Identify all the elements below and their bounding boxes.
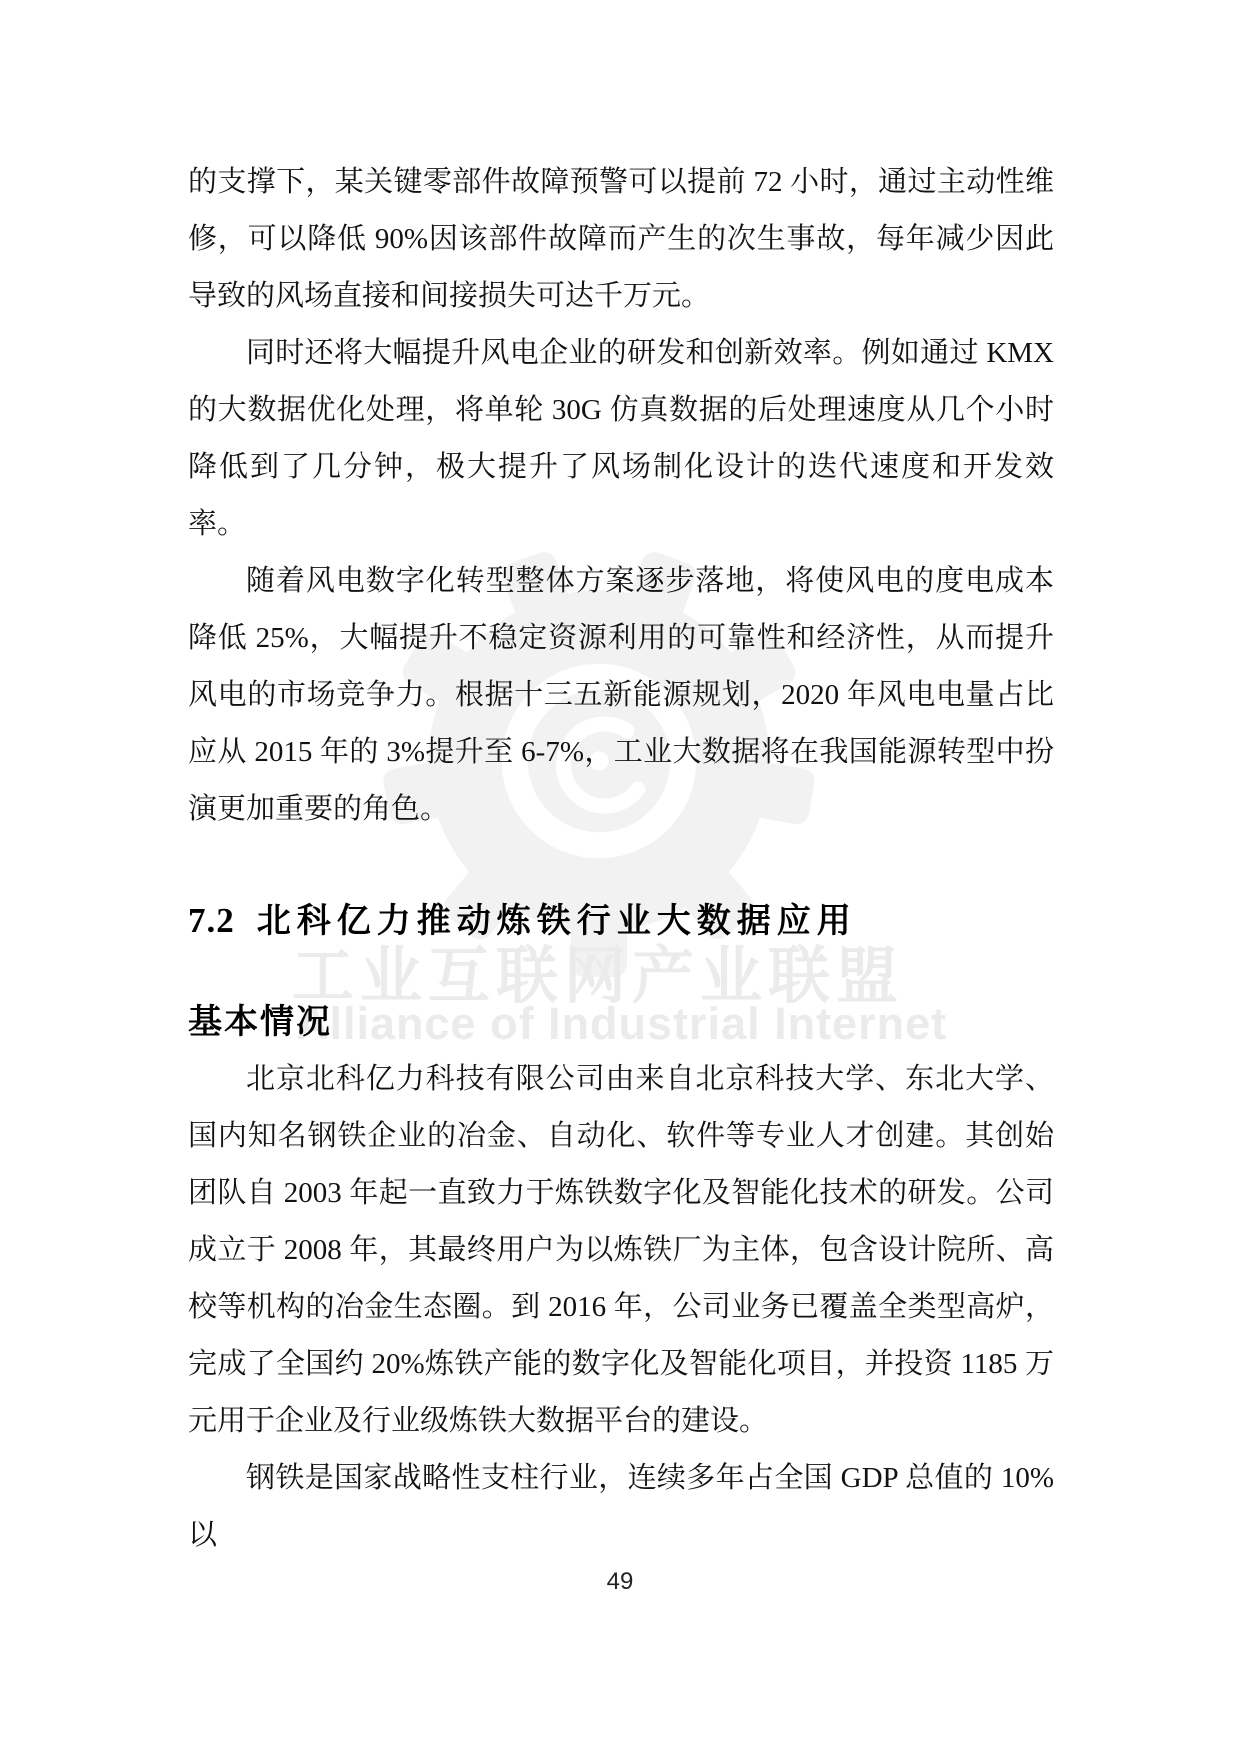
- watermark-text-cn: 工业互联网产业联盟: [292, 942, 905, 1011]
- body-text-lower: [188, 1051, 1054, 1564]
- paragraph-continuation: 的支撑下，某关键零部件故障预警可以提前 72 小时，通过主动性维修，可以降低 90%因该部件故障而产生的次生事故，每年减少因此导致的风场直接和间接损失可达千万元。: [188, 166, 1054, 312]
- body-text-upper: [188, 154, 1054, 838]
- watermark-text-en: Alliance of Industrial Internet: [296, 998, 948, 1049]
- section-number: 7.2: [188, 901, 235, 940]
- paragraph: 随着风电数字化转型整体方案逐步落地，将使风电的度电成本降低 25%，大幅提升不稳定资源利用的可靠性和经济性，从而提升风电的市场竞争力。根据十三五新能源规划，2020 年风电电量占比应从 2015 年的 3%提升至 6-7%，工业大数据将在我国能源转型中扮演更加重要的角色。: [188, 565, 1054, 825]
- subsection-heading: 基本情况: [188, 1003, 332, 1041]
- page-number: 49: [606, 1568, 634, 1595]
- paragraph: 同时还将大幅提升风电企业的研发和创新效率。例如通过 KMX 的大数据优化处理，将单轮 30G 仿真数据的后处理速度从几个小时降低到了几分钟，极大提升了风场制化设计的迭代速度和开发效率。: [188, 337, 1054, 540]
- paragraph-cutoff: 钢铁是国家战略性支柱行业，连续多年占全国 GDP 总值的 10%以: [188, 1462, 1054, 1551]
- paragraph: 北京北科亿力科技有限公司由来自北京科技大学、东北大学、国内知名钢铁企业的冶金、自动化、软件等专业人才创建。其创始团队自 2003 年起一直致力于炼铁数字化及智能化技术的研发。公司成立于 2008 年，其最终用户为以炼铁厂为主体，包含设计院所、高校等机构的冶金生态圈。到 2016 年，公司业务已覆盖全类型高炉，完成了全国约 20%炼铁产能的数字化及智能化项目，并投资 1185 万元用于企业及行业级炼铁大数据平台的建设。: [188, 1063, 1054, 1437]
- section-title: 北科亿力推动炼铁行业大数据应用: [256, 902, 857, 940]
- section-heading: [188, 893, 857, 942]
